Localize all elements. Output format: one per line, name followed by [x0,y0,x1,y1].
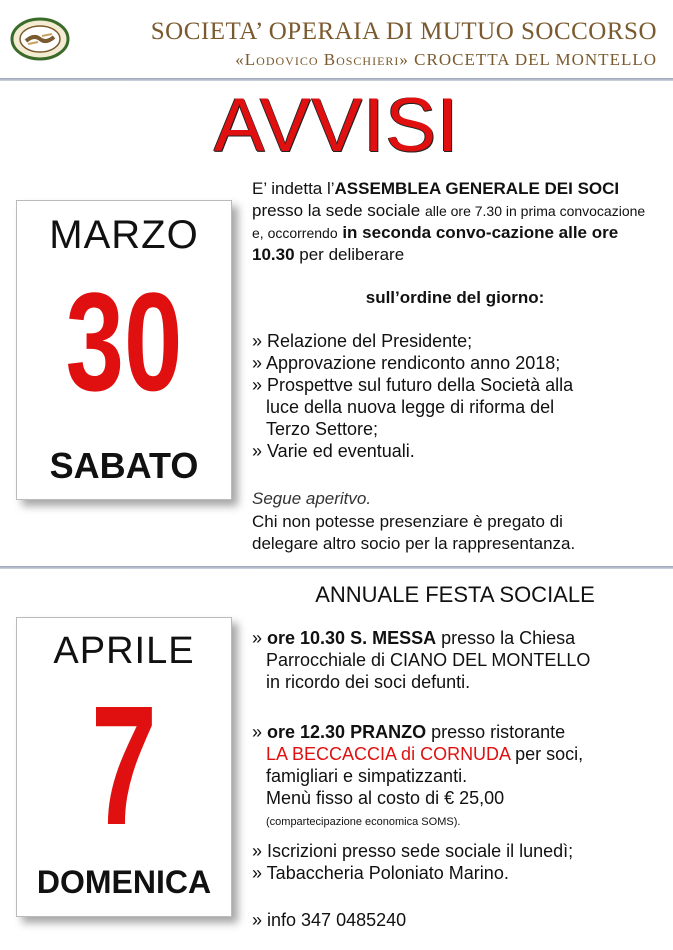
agenda-item: » Varie ed eventuali. [252,441,415,461]
notice-assembly: ASSEMBLEA GENERALE DEI SOCI [334,179,620,198]
calendar-weekday: SABATO [49,445,199,486]
pranzo-time: ore 12.30 PRANZO [267,722,427,742]
calendar-month: APRILE [53,630,195,672]
header [0,0,673,78]
festa-heading: ANNUALE FESTA SOCIALE [315,582,595,607]
pranzo-price: Menù fisso al costo di € 25,00 [266,788,505,808]
org-name: SOCIETA’ OPERAIA DI MUTUO SOCCORSO [150,18,657,45]
agenda-item: » Relazione del Presidente; [252,331,473,351]
iscrizioni-block [252,840,672,884]
bullet: » [252,628,268,648]
agenda-list [252,330,662,462]
agenda-heading: sull’ordine del giorno: [365,288,545,307]
pranzo-block [252,721,668,833]
calendar-card-april [16,617,232,917]
handshake-seal-icon [8,14,72,64]
aperitivo-note: Segue aperitvo. [252,489,372,508]
messa-text: in ricordo dei soci defunti. [266,672,471,692]
agenda-item: luce della nuova legge di riforma del [266,397,555,417]
agenda-item: » Approvazione rendiconto anno 2018; [252,353,561,373]
agenda-item: Terzo Settore; [266,419,379,439]
pranzo-note: (compartecipazione economica SOMS). [266,816,461,828]
calendar-day: 7 [90,671,158,861]
page-title: AVVISI [213,83,460,168]
messa-time: ore 10.30 S. MESSA [267,628,437,648]
messa-text: presso la Chiesa [436,628,576,648]
notice-text: E’ indetta l’ [252,179,335,198]
notice-text: per deliberare [294,245,405,264]
delega-line: Chi non potesse presenziare è pregato di [252,512,563,531]
bullet: » [252,722,268,742]
calendar-weekday: DOMENICA [36,864,212,900]
section-divider [0,566,673,569]
notice-second-call: in seconda convo-cazione alle ore 10.30 [252,223,619,264]
delega-note [252,511,662,555]
agenda-item: » Prospettve sul futuro della Società alla [252,375,574,395]
assembly-notice [252,178,658,266]
pranzo-text: per soci, [510,744,584,764]
pranzo-text: famigliari e simpatizzanti. [266,766,468,786]
calendar-day: 30 [65,263,183,420]
messa-location: Parrocchiale di CIANO DEL MONTELLO [266,650,591,670]
notice-text: presso la sede sociale [252,201,425,220]
iscrizioni-line: » Iscrizioni presso sede sociale il lunedì; [252,841,574,861]
calendar-card-march [16,200,232,500]
header-divider [0,78,673,81]
notice-first-call: alle ore 7.30 in prima convocazione e, occorrendo [252,203,646,241]
restaurant-name: LA BECCACCIA di CORNUDA [266,744,511,764]
org-subtitle: «Lodovico Boschieri» CROCETTA DEL MONTELLO [235,50,657,69]
delega-line: delegare altro socio per la rappresentanza. [252,534,576,553]
pranzo-text: presso ristorante [426,722,566,742]
calendar-month: MARZO [49,213,199,257]
iscrizioni-line: » Tabaccheria Poloniato Marino. [252,863,509,883]
messa-block [252,627,662,693]
info-phone: » info 347 0485240 [252,910,407,930]
